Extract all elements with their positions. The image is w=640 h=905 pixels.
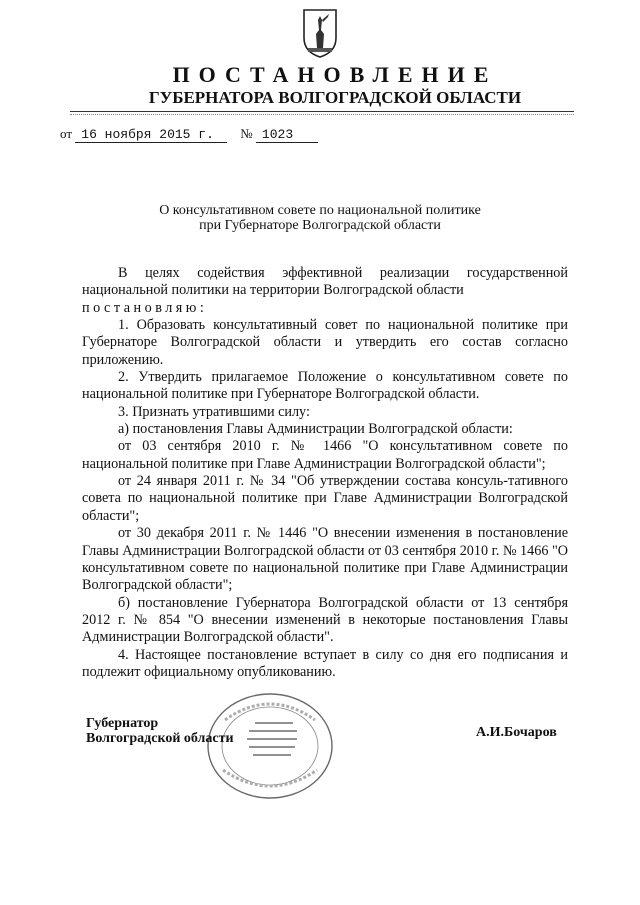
date-prefix: от	[60, 126, 73, 141]
date-number-line	[60, 126, 318, 143]
signatory-name: А.И.Бочаров	[476, 725, 557, 740]
body-item-3a-2: от 24 января 2011 г. № 34 "Об утверждении состава консуль-тативного совета по национальной политике при Главе Администрации Волгоградской области";	[82, 473, 568, 524]
document-body	[82, 265, 568, 681]
body-item-3a-1: от 03 сентября 2010 г. № 1466 "О консультативном совете по национальной политике при Главе Администрации Волгоградской области";	[82, 438, 568, 472]
official-stamp	[205, 690, 335, 802]
body-item-3a: а) постановления Главы Администрации Волгоградской области:	[118, 421, 513, 438]
document-title: ПОСТАНОВЛЕНИЕ	[172, 62, 498, 87]
number-prefix: №	[240, 126, 253, 141]
body-item-3a-3: от 30 декабря 2011 г. № 1446 "О внесении изменения в постановление Главы Администрации Волгоградской области от 03 сентября 2010 г. № 1466 "О консультативном совете по национальной политике при Главе Администрации Волгоградской области";	[82, 525, 568, 594]
document-number: 1023	[256, 127, 318, 143]
document-date: 16 ноября 2015 г.	[75, 127, 227, 143]
document-subtitle: ГУБЕРНАТОРА ВОЛГОГРАДСКОЙ ОБЛАСТИ	[148, 88, 522, 107]
body-item-4: 4. Настоящее постановление вступает в силу со дня его подписания и подлежит официальному опубликованию.	[82, 646, 568, 680]
header-rule-dotted	[70, 114, 574, 115]
body-intro: В целях содействия эффективной реализации государственной национальной политики на территории Волгоградской области	[82, 265, 568, 299]
body-item-1: 1. Образовать консультативный совет по национальной политике при Губернаторе Волгоградской области и утвердить его состав согласно приложению.	[82, 317, 568, 368]
document-subject	[60, 203, 580, 233]
signatory-position-line-1: Губернатор	[86, 716, 159, 731]
body-item-3b: б) постановление Губернатора Волгоградской области от 13 сентября 2012 г. № 854 "О внесении изменений в некоторые постановления Главы Администрации Волгоградской области".	[82, 594, 568, 646]
signatory-position	[86, 716, 234, 746]
signatory-position-line-2: Волгоградской области	[86, 731, 234, 746]
header-rule	[70, 111, 574, 112]
coat-of-arms-emblem	[302, 8, 338, 58]
body-item-3: 3. Признать утратившими силу:	[118, 403, 310, 420]
body-decree-word: постановляю:	[82, 299, 208, 316]
subject-line-1: О консультативном совете по национальной политике	[159, 203, 481, 218]
subject-line-2: при Губернаторе Волгоградской области	[199, 218, 441, 233]
body-item-2: 2. Утвердить прилагаемое Положение о консультативном совете по национальной политике при Губернаторе Волгоградской области.	[82, 369, 568, 403]
